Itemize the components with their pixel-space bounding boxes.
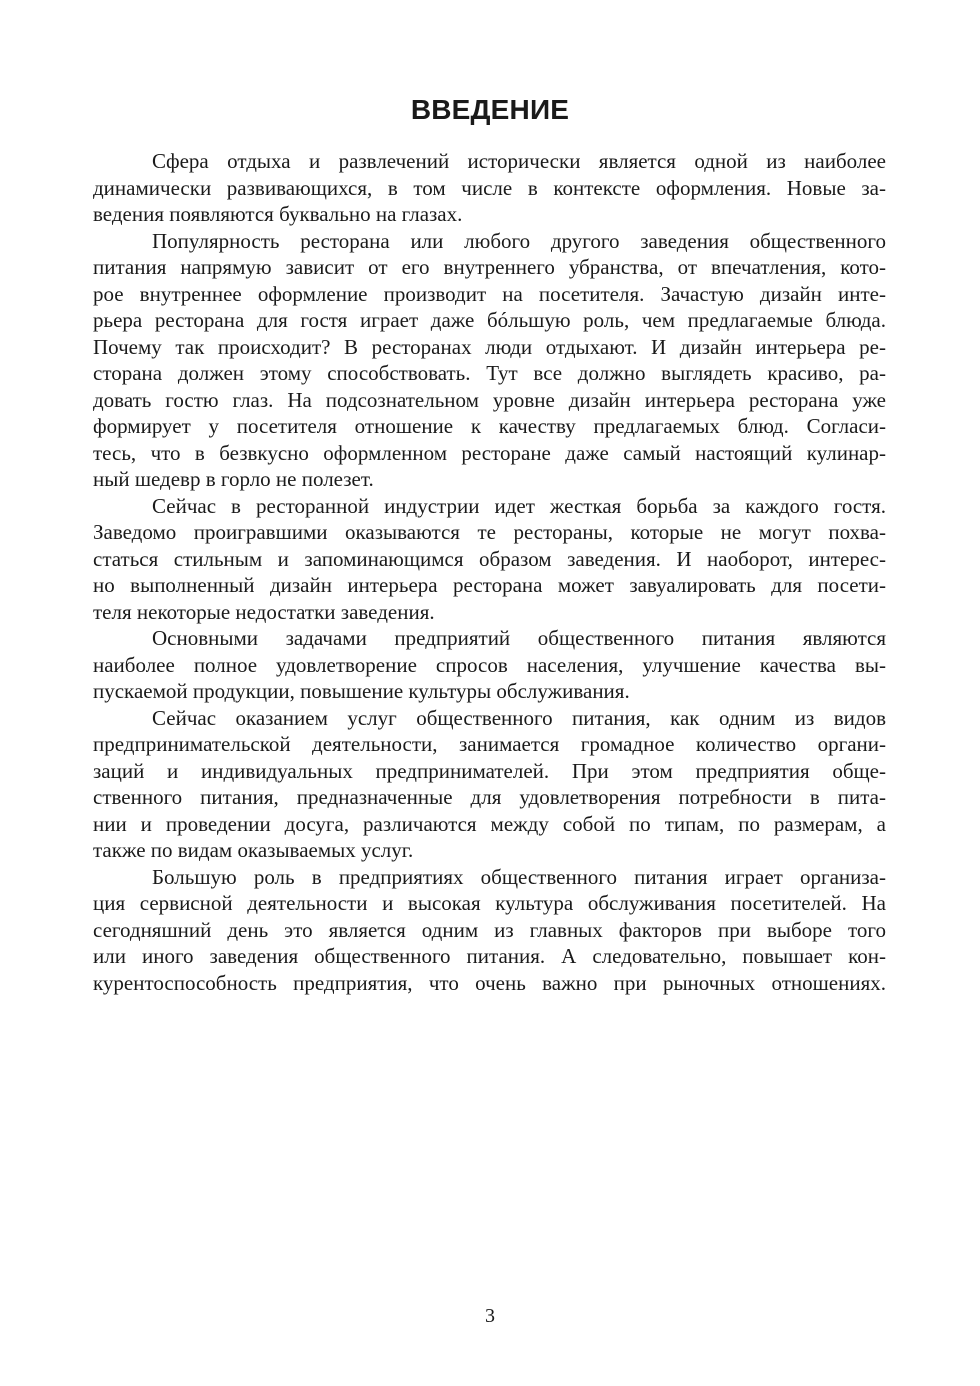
page-number: 3 [485,1305,495,1327]
text-line: заций и индивидуальных предпринимателей. При этом предприятия обще- [93,758,886,783]
text-line: или иного заведения общественного питания. А следовательно, повышает кон- [93,944,886,968]
text-line: Почему так происходит? В ресторанах люди отдыхают. И дизайн интерьера ре- [93,334,886,359]
text-line: нии и проведении досуга, различаются между собой по типам, по размерам, а [93,811,886,836]
text-line: Заведомо проигравшими оказываются те рестораны, которые не могут похва- [93,520,886,544]
text-line: пускаемой продукции, повышение культуры обслуживания. [93,679,630,703]
text-line: динамически развивающихся, в том числе в контексте оформления. Новые за- [93,175,886,200]
text-line: Основными задачами предприятий общественного питания являются [152,626,886,650]
paragraph [93,864,886,997]
text-line: Сфера отдыха и развлечений исторически является одной из наиболее [152,149,886,173]
text-line: Большую роль в предприятиях общественного питания играет организа- [152,864,886,889]
text-line: рое внутреннее оформление производит на посетителя. Зачастую дизайн инте- [93,281,886,306]
text-line: но выполненный дизайн интерьера ресторана может завуалировать для посети- [93,573,886,597]
text-line: формирует у посетителя отношение к качеству предлагаемых блюд. Согласи- [93,414,886,438]
page-title: ВВЕДЕНИЕ [410,94,570,125]
text-line: сегодняшний день это является одним из главных факторов при выборе того [93,917,886,942]
paragraph [93,148,886,228]
text-line: также по видам оказываемых услуг. [93,838,414,862]
text-line: Сейчас оказанием услуг общественного питания, как одним из видов [152,705,886,730]
text-line: теля некоторые недостатки заведения. [93,599,435,624]
text-line: ведения появляются буквально на глазах. [93,202,463,226]
text-line: ный шедевр в горло не полезет. [93,467,374,491]
text-line: Популярность ресторана или любого другого заведения общественного [152,228,886,253]
text-line: ция сервисной деятельности и высокая культура обслуживания посетителей. На [93,891,886,915]
text-line: питания напрямую зависит от его внутреннего убранства, от впечатления, кото- [93,255,886,279]
paragraph [93,493,886,626]
paragraph [93,625,886,705]
text-line: сторана должен этому способствовать. Тут все должно выглядеть красиво, ра- [93,361,886,385]
paragraph [93,705,886,864]
paragraph [93,228,886,493]
text-line: курентоспособность предприятия, что очень важно при рыночных отношениях. [93,970,886,995]
body-text [93,148,886,996]
text-line: наиболее полное удовлетворение спросов населения, улучшение качества вы- [93,652,886,677]
text-line: довать гостю глаз. На подсознательном уровне дизайн интерьера ресторана уже [93,387,886,412]
text-line: Сейчас в ресторанной индустрии идет жесткая борьба за каждого гостя. [152,493,886,518]
text-line: предпринимательской деятельности, занимается громадное количество органи- [93,732,886,756]
text-line: ственного питания, предназначенные для удовлетворения потребности в пита- [93,785,886,809]
text-line: статься стильным и запоминающимся образом заведения. И наоборот, интерес- [93,546,886,571]
text-line: рьера ресторана для гостя играет даже бóльшую роль, чем предлагаемые блюда. [93,308,886,332]
text-line: тесь, что в безвкусно оформленном ресторане даже самый настоящий кулинар- [93,440,886,465]
